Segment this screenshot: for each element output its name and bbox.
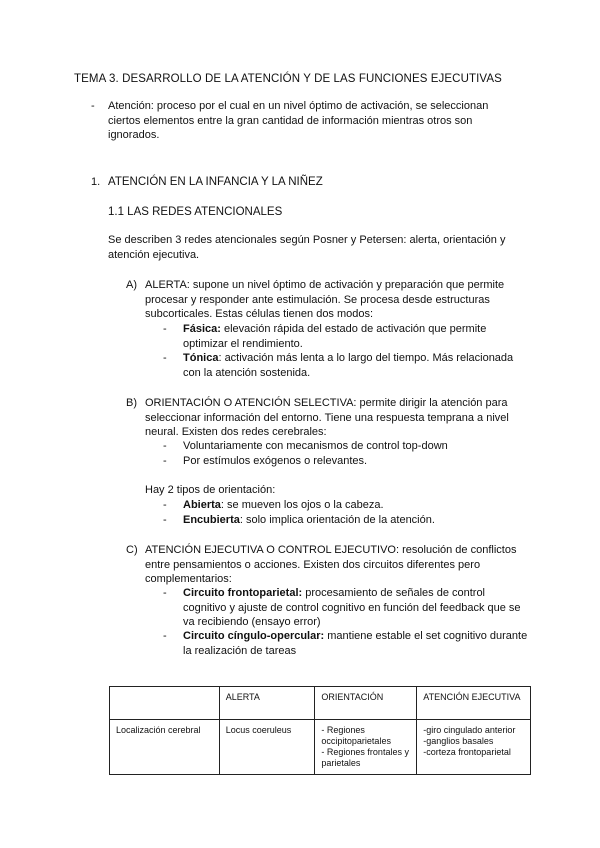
item-term: Tónica bbox=[183, 352, 219, 364]
item-dash: - bbox=[163, 499, 167, 511]
alerta-description: ALERTA: supone un nivel óptimo de activación y preparación que permite procesar y responder ante estimulación. Se procesa desde estructuras subcorticales. Estas células tienen dos modos: bbox=[145, 279, 505, 320]
item-term: Encubierta bbox=[183, 514, 240, 526]
table-cell: -giro cingulado anterior -ganglios basales -corteza frontoparietal bbox=[417, 720, 531, 775]
item-text: Por estímulos exógenos o relevantes. bbox=[183, 455, 368, 467]
item-dash: - bbox=[163, 352, 167, 364]
section-number: 1. bbox=[91, 176, 101, 188]
item-dash: - bbox=[163, 514, 167, 526]
orientacion-description: ORIENTACIÓN O ATENCIÓN SELECTIVA: permite dirigir la atención para seleccionar información del entorno. Tiene una respuesta temprana a nivel neural. Existen dos redes cerebrales: bbox=[145, 397, 509, 438]
page-title: TEMA 3. DESARROLLO DE LA ATENCIÓN Y DE LAS FUNCIONES EJECUTIVAS bbox=[74, 73, 502, 85]
table-header-cell: ATENCIÓN EJECUTIVA bbox=[417, 687, 531, 720]
subsection-title: 1.1 LAS REDES ATENCIONALES bbox=[108, 206, 283, 218]
item-dash: - bbox=[163, 440, 167, 452]
intro-definition: Atención: proceso por el cual en un nivel óptimo de activación, se seleccionan ciertos elementos entre la gran cantidad de información mientras otros son ignorados. bbox=[108, 100, 489, 141]
table-row bbox=[110, 720, 531, 775]
item-text: elevación rápida del estado de activación que permite optimizar el rendimiento. bbox=[183, 323, 487, 350]
table-header-cell: ORIENTACIÓN bbox=[315, 687, 417, 720]
item-text: mantiene estable el set cognitivo durante la realización de tareas bbox=[183, 630, 528, 657]
table-header-cell bbox=[110, 687, 220, 720]
item-term: Fásica: bbox=[183, 323, 221, 335]
item-term: Circuito cíngulo-opercular: bbox=[183, 630, 325, 642]
item-text: : activación más lenta a lo largo del tiempo. Más relacionada con la atención sostenida. bbox=[183, 352, 514, 379]
section-title: ATENCIÓN EN LA INFANCIA Y LA NIÑEZ bbox=[108, 176, 323, 188]
ejecutiva-description: ATENCIÓN EJECUTIVA O CONTROL EJECUTIVO: resolución de conflictos entre pensamientos o acciones. Existen dos circuitos diferentes pero complementarios: bbox=[145, 544, 517, 585]
list-marker-a: A) bbox=[126, 279, 137, 291]
list-marker-b: B) bbox=[126, 397, 137, 409]
list-marker-c: C) bbox=[126, 544, 138, 556]
item-text: : se mueven los ojos o la cabeza. bbox=[220, 499, 384, 511]
item-term: Circuito frontoparietal: bbox=[183, 587, 303, 599]
attention-networks-table bbox=[109, 686, 531, 775]
intro-dash: - bbox=[91, 100, 95, 112]
item-text: : solo implica orientación de la atención. bbox=[239, 514, 435, 526]
table-cell: - Regiones occipitoparietales - Regiones frontales y parietales bbox=[315, 720, 417, 775]
table-header-cell: ALERTA bbox=[219, 687, 315, 720]
item-dash: - bbox=[163, 323, 167, 335]
table-header-row bbox=[110, 687, 531, 720]
item-text: procesamiento de señales de control cognitivo y ajuste de control cognitivo en función del feedback que se va recibiendo (ensayo error) bbox=[183, 587, 521, 628]
item-dash: - bbox=[163, 455, 167, 467]
orientation-types-intro: Hay 2 tipos de orientación: bbox=[145, 484, 276, 496]
item-text: Voluntariamente con mecanismos de control top-down bbox=[183, 440, 448, 452]
table-cell: Localización cerebral bbox=[110, 720, 220, 775]
table-cell: Locus coeruleus bbox=[219, 720, 315, 775]
intro-paragraph: Se describen 3 redes atencionales según Posner y Petersen: alerta, orientación y atención ejecutiva. bbox=[108, 234, 506, 261]
item-dash: - bbox=[163, 587, 167, 599]
item-dash: - bbox=[163, 630, 167, 642]
item-term: Abierta bbox=[183, 499, 221, 511]
